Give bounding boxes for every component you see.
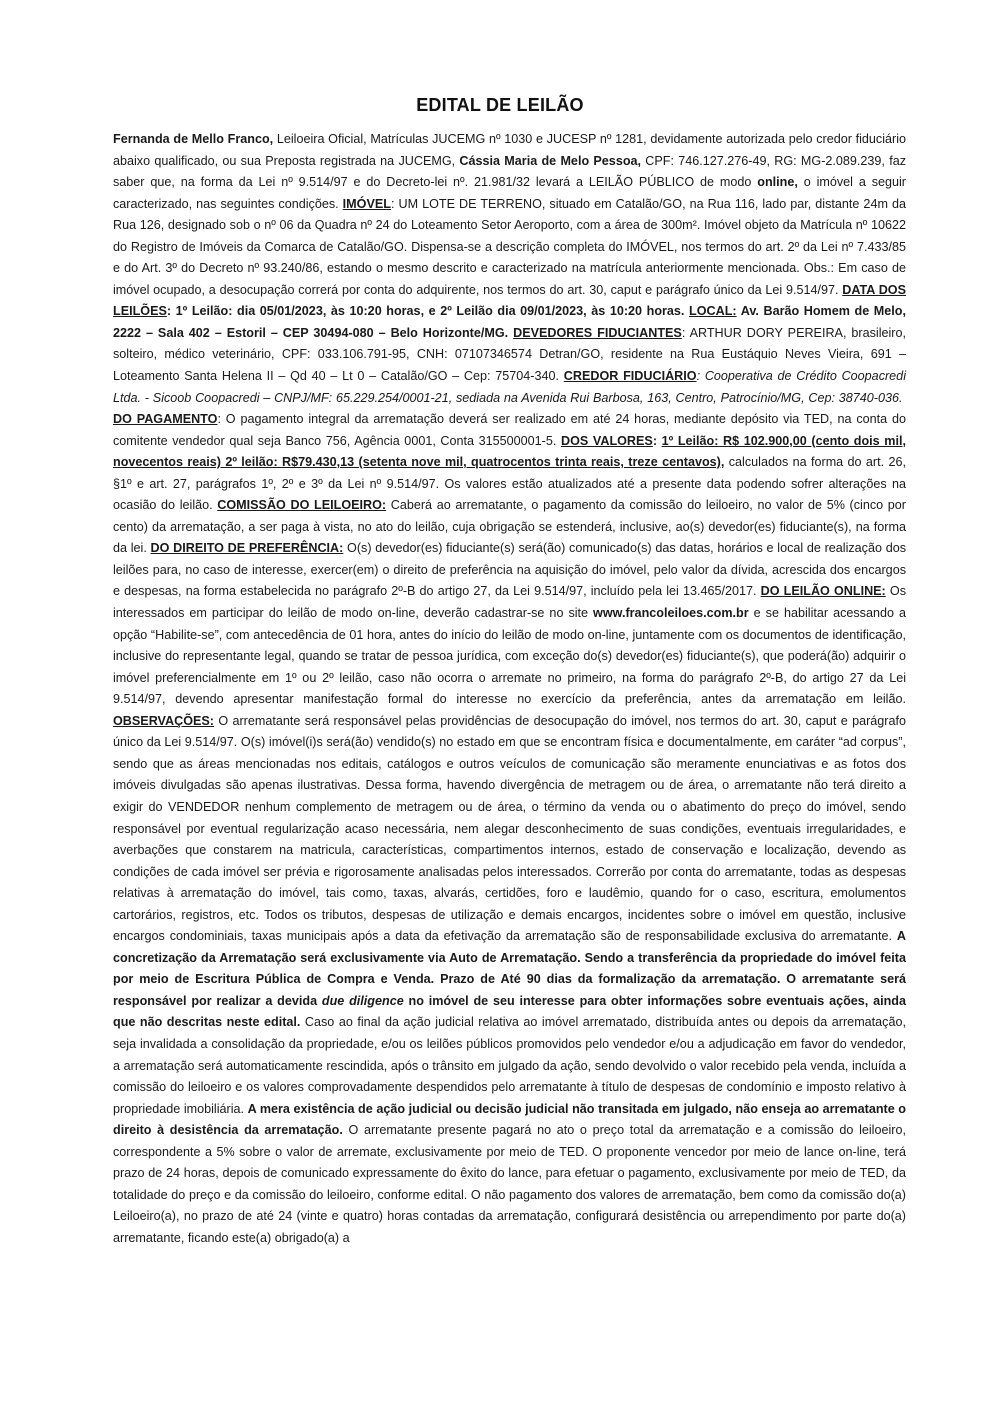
section-online-text-cont: e se habilitar acessando a opção “Habilite-se”, com antecedência de 01 hora, antes do início do leilão de modo on-line, juntamente com os documentos de identificação, inclusive do representante legal, quando se tratar de pessoa jurídica, com exceção do(s) devedor(es) fiduciante(s), que poderá(ão) adquirir o imóvel preferencialmente em 1º ou 2º leilão, caso não ocorra o arremate no primeiro, na forma do parágrafo 2º-B, do artigo 27 da Lei 9.514/97, devendo apresentar manifestação formal do interesse no exercício da preferência, antes da arrematação em leilão. (113, 606, 906, 707)
section-payment-heading: DO PAGAMENTO (113, 412, 218, 427)
edital-body (113, 129, 906, 1249)
auction-values: R$ 102.900,00 (cento dois mil, novecentos reais) 2º leilão: R$79.430,13 (setenta nove mil, quatrocentos trinta reais, treze centavos), (113, 433, 906, 470)
due-diligence-term: due diligence (321, 993, 404, 1008)
conditions-intro: o imóvel a seguir caracterizado, nas seguintes condições. (113, 175, 907, 211)
section-observations-heading: OBSERVAÇÕES: (113, 713, 215, 728)
intro-text: Leiloeira Oficial, Matrículas JUCEMG nº 1030 e JUCESP nº 1281, devidamente autorizada pelo credor fiduciário abaixo qualificado, ou sua Preposta registrada na JUCEMG, (113, 132, 906, 168)
section-debtors-heading: DEVEDORES FIDUCIANTES (513, 325, 682, 340)
section-online-text: Os interessados em participar do leilão de modo on-line, deverão cadastrar-se no site (113, 584, 906, 621)
section-commission-text: Caberá ao arrematante, o pagamento da comissão do leiloeiro, no valor de 5% (cinco por cento) da arrematação, a ser paga à vista, no ato do leilão, cuja obrigação se estenderá, inclusive, ao(s) devedor(es) fiduciante(s), na forma da lei. (113, 498, 906, 556)
section-online-heading: DO LEILÃO ONLINE: (760, 584, 886, 599)
due-diligence-bold-text: no imóvel de seu interesse para obter informações sobre eventuais ações, ainda que não descritas neste edital. (113, 993, 906, 1030)
online-term: online, (757, 175, 798, 190)
section-values-colon: : (652, 433, 662, 448)
document-title: EDITAL DE LEILÃO (416, 95, 584, 115)
section-payment-text: : O pagamento integral da arrematação deverá ser realizado em até 24 horas, mediante depósito via TED, na conta do comitente vendedor qual seja Banco 756, Agência 0001, Conta 315500001-5. (113, 412, 906, 448)
section-preference-text: O(s) devedor(es) fiduciante(s) será(ão) comunicado(s) das datas, horários e local de realização dos leilões para, no caso de interesse, exercer(em) o direito de preferência na aquisição do imóvel, pelo valor da dívida, acrescida dos encargos e despesas, na forma estabelecida no parágrafo 2º-B do artigo 27, da Lei 9.514/97, incluído pela lei 13.465/2017. (113, 541, 906, 599)
section-preference-heading: DO DIREITO DE PREFERÊNCIA: (150, 541, 344, 556)
section-local-text: Av. Barão Homem de Melo, 2222 – Sala 402 – Estoril – CEP 30494-080 – Belo Horizonte/MG. (113, 304, 906, 340)
section-local-heading: LOCAL: (689, 304, 737, 319)
section-imovel-heading: IMÓVEL (342, 196, 391, 211)
judicial-action-text: Caso ao final da ação judicial relativa ao imóvel arrematado, distribuída antes ou depois da arrematação, seja invalidada a consolidação da propriedade, e/ou os leilões públicos promovidos pelo vendedor e/ou a adjudicação em favor do vendedor, a arrematação será automaticamente rescindida, após o trânsito em julgado da ação, sendo devolvido o valor recebido pela venda, incluída a comissão do leiloeiro e os valores comprovadamente despendidos pelo arrematante à título de despesas de condomínio e imposto relativo à propriedade imobiliária. (113, 1015, 906, 1116)
section-observations-text: O arrematante será responsável pelas providências de desocupação do imóvel, nos termos do art. 30, caput e parágrafo único da Lei 9.514/97. O(s) imóvel(i)s será(ão) vendido(s) no estado em que se encontram física e documentalmente, em caráter “ad corpus”, sendo que as áreas mencionadas nos editais, catálogos e outros veículos de comunicação são meramente enunciativas e as fotos dos imóveis divulgadas são apenas ilustrativas. Dessa forma, havendo divergência de metragem ou de área, o arrematante não terá direito a exigir do VENDEDOR nenhum complemento de metragem ou de área, o término da venda ou o abatimento do preço do imóvel, sendo responsável por eventual regularização acaso necessária, nem alegar desconhecimento de suas condições, eventuais irregularidades, e averbações que constarem na matricula, características, compartimentos internos, estado de conservação e localização, devendo as condições de cada imóvel ser prévia e rigorosamente analisadas pelos interessados. Correrão por conta do arrematante, todas as despesas relativas à arrematação do imóvel, tais como, taxas, alvarás, certidões, foro e laudêmio, quando for o caso, escritura, emolumentos cartorários, registros, etc. Todos os tributos, despesas de utilização e demais encargos, incidentes sobre o imóvel em questão, inclusive encargos condominiais, taxas municipais após a data da efetivação da arrematação são de responsabilidade exclusiva do arrematante. (113, 713, 906, 944)
section-creditor-heading: CREDOR FIDUCIÁRIO (563, 369, 697, 384)
arrematacao-bold-text: A concretização da Arrematação será exclusivamente via Auto de Arrematação. Sendo a transferência da propriedade do imóvel feita por meio de Escritura Pública de Compra e Venda. Prazo de Até 90 dias da formalização da arrematação. O arrematante será responsável por realizar a devida (113, 929, 906, 1008)
agent-name: Cássia Maria de Melo Pessoa, (459, 153, 642, 168)
payment-final-text: O arrematante presente pagará no ato o preço total da arrematação e a comissão do leiloeiro, correspondente a 5% sobre o valor de arremate, exclusivamente por meio de TED. O proponente vencedor por meio de lance on-line, terá prazo de 24 horas, depois de comunicado expressamente do êxito do lance, para efetuar o pagamento, exclusivamente por meio de TED, da totalidade do preço e da comissão do leiloeiro, conforme edital. O não pagamento dos valores de arrematação, bem como da comissão do(a) Leiloeiro(a), no prazo de até 24 (vinte e quatro) horas contadas da arrematação, configurará desistência ou arrependimento por parte do(a) arrematante, ficando este(a) obrigado(a) a (113, 1123, 906, 1245)
section-values-heading: DOS VALORES (560, 433, 653, 448)
section-imovel-text: : UM LOTE DE TERRENO, situado em Catalão/GO, na Rua 116, lado par, distante 24m da Rua 126, designado sob o nº 06 da Quadra nº 24 do Loteamento Setor Aeroporto, com a área de 300m². Imóvel objeto da Matrícula nº 10622 do Registro de Imóveis da Comarca de Catalão/GO. Dispensa-se a descrição completa do IMÓVEL, nos termos do art. 2º da Lei nº 7.433/85 e do Art. 3º do Decreto nº 93.240/86, estando o mesmo descrito e caracterizado na matrícula anteriormente mencionada. Obs.: Em caso de imóvel ocupado, a desocupação correrá por conta do adquirente, nos termos do art. 30, caput e parágrafo único da Lei 9.514/97. (113, 196, 906, 297)
auction-website-link[interactable]: www.francoleiloes.com.br (593, 606, 749, 621)
section-debtors-text: : ARTHUR DORY PEREIRA, brasileiro, solteiro, médico veterinário, CPF: 033.106.791-95, CNH: 07107346574 Detran/GO, residente na Rua Eustáquio Neves Vieira, 691 – Loteamento Santa Helena II – Qd 40 – Lt 0 – Catalão/GO – Cep: 75704-340. (113, 325, 906, 384)
judicial-bold-text: A mera existência de ação judicial ou decisão judicial não transitada em julgado, não enseja ao arrematante o direito à desistência da arrematação. (113, 1101, 907, 1138)
legal-basis-text: CPF: 746.127.276-49, RG: MG-2.089.239, faz saber que, na forma da Lei nº 9.514/97 e do Decreto-lei nº. 21.981/32 levará a LEILÃO PÚBLICO de modo (113, 153, 906, 190)
section-commission-heading: COMISSÃO DO LEILOEIRO: (217, 498, 387, 513)
section-dates-heading: DATA DOS LEILÕES (113, 282, 906, 319)
first-auction-label: 1º Leilão: (661, 433, 719, 448)
section-creditor-text: : Cooperativa de Crédito Coopacredi Ltda. - Sicoob Coopacredi – CNPJ/MF: 65.229.254/0001-21, sediada na Avenida Rui Barbosa, 163, Centro, Patrocínio/MG, Cep: 38740-036. (113, 369, 906, 405)
auctioneer-name: Fernanda de Mello Franco, (113, 132, 274, 146)
section-dates-text: : 1º Leilão: dia 05/01/2023, às 10:20 horas, e 2º Leilão dia 09/01/2023, às 10:20 horas. (166, 304, 690, 319)
section-values-text: calculados na forma do art. 26, §1º e art. 27, parágrafos 1º, 2º e 3º da Lei nº 9.514/97. Os valores estão atualizados até a presente data podendo sofrer alterações na ocasião do leilão. (113, 455, 906, 513)
